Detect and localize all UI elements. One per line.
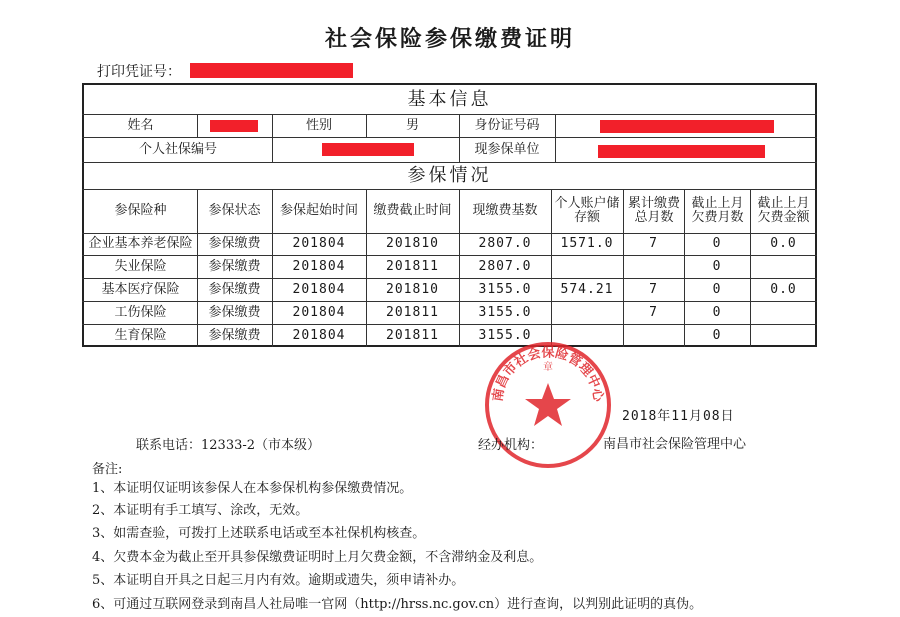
table-cell: 201810 bbox=[386, 236, 439, 251]
table-cell bbox=[551, 255, 623, 278]
table-cell: 0 bbox=[712, 236, 722, 251]
handler-label: 经办机构： bbox=[478, 438, 544, 453]
table-cell: 574.21 bbox=[560, 281, 614, 297]
col-header-account-balance: 个人账户储存额 bbox=[554, 196, 620, 225]
table-cell: 201811 bbox=[386, 327, 439, 343]
table-cell: 1571.0 bbox=[560, 236, 614, 251]
table-cell: 201810 bbox=[386, 281, 439, 297]
col-header-base: 现缴费基数 bbox=[472, 203, 538, 218]
table-cell: 失业保险 bbox=[114, 258, 167, 274]
social-security-no-redaction bbox=[322, 143, 414, 156]
social-security-no-label: 个人社保编号 bbox=[138, 141, 217, 157]
table-cell: 工伤保险 bbox=[114, 304, 167, 320]
table-cell: 2807.0 bbox=[478, 236, 532, 251]
table-cell: 生育保险 bbox=[114, 327, 167, 343]
gender-label: 性别 bbox=[305, 117, 332, 133]
table-cell: 0 bbox=[712, 327, 722, 343]
print-voucher-redaction bbox=[190, 63, 353, 78]
note-item: 5、本证明自开具之日起三月内有效。逾期或遗失，须申请补办。 bbox=[92, 573, 465, 588]
table-cell: 企业基本养老保险 bbox=[88, 236, 193, 251]
table-cell: 201804 bbox=[292, 236, 346, 251]
table-cell: 201811 bbox=[386, 258, 439, 274]
col-header-total-months: 累计缴费总月数 bbox=[627, 196, 680, 225]
table-cell bbox=[750, 324, 817, 347]
table-cell bbox=[623, 324, 684, 347]
contact-phone: 联系电话：12333-2（市本级） bbox=[136, 438, 321, 453]
note-item: 1、本证明仅证明该参保人在本参保机构参保缴费情况。 bbox=[92, 481, 413, 496]
gender-value: 男 bbox=[405, 117, 419, 133]
table-cell bbox=[750, 301, 817, 324]
table-cell: 参保缴费 bbox=[208, 281, 261, 297]
col-header-start: 参保起始时间 bbox=[279, 203, 358, 218]
table-cell: 2807.0 bbox=[478, 258, 532, 274]
table-cell: 7 bbox=[649, 304, 658, 320]
name-redaction bbox=[210, 120, 258, 132]
table-cell: 3155.0 bbox=[478, 304, 532, 320]
basic-info-heading: 基本信息 bbox=[407, 88, 492, 110]
table-cell: 3155.0 bbox=[478, 281, 532, 297]
col-header-arrears-months: 截止上月欠费月数 bbox=[691, 196, 744, 225]
note-item: 3、如需查验，可拨打上述联系电话或至本社保机构核查。 bbox=[92, 526, 426, 541]
table-cell: 201811 bbox=[386, 304, 439, 320]
notes-label: 备注: bbox=[92, 462, 123, 477]
table-cell: 参保缴费 bbox=[208, 236, 261, 251]
table-cell: 0 bbox=[712, 281, 722, 297]
col-header-status: 参保状态 bbox=[208, 203, 261, 218]
table-cell: 0 bbox=[712, 258, 722, 274]
issue-date: 2018年11月08日 bbox=[622, 409, 735, 424]
table-cell: 0.0 bbox=[770, 281, 797, 297]
table-cell: 参保缴费 bbox=[208, 304, 261, 320]
id-number-redaction bbox=[600, 120, 774, 133]
table-cell: 0 bbox=[712, 304, 722, 320]
note-item: 6、可通过互联网登录到南昌人社局唯一官网（http://hrss.nc.gov.cn）进行查询，以判别此证明的真伪。 bbox=[92, 597, 703, 612]
table-cell: 0.0 bbox=[770, 236, 797, 251]
table-cell: 201804 bbox=[292, 327, 346, 343]
table-cell bbox=[551, 301, 623, 324]
seal-center-text: 章 bbox=[543, 362, 553, 373]
insurance-heading: 参保情况 bbox=[407, 164, 492, 186]
note-item: 2、本证明有手工填写、涂改，无效。 bbox=[92, 503, 309, 518]
col-header-insurance-type: 参保险种 bbox=[114, 203, 167, 218]
table-cell: 3155.0 bbox=[478, 327, 532, 343]
col-header-end: 缴费截止时间 bbox=[373, 203, 452, 218]
table-cell: 参保缴费 bbox=[208, 327, 261, 343]
note-item: 4、欠费本金为截止至开具参保缴费证明时上月欠费金额，不含滞纳金及利息。 bbox=[92, 550, 543, 565]
agency-name: 南昌市社会保险管理中心 bbox=[603, 437, 747, 452]
id-number-label: 身份证号码 bbox=[474, 117, 540, 133]
table-cell: 7 bbox=[649, 236, 658, 251]
print-voucher-label: 打印凭证号： bbox=[97, 64, 181, 80]
document-title: 社会保险参保缴费证明 bbox=[324, 26, 575, 52]
seal-text: 南昌市社会保险管理中心 bbox=[490, 345, 606, 403]
table-cell: 基本医疗保险 bbox=[101, 281, 180, 297]
table-cell: 201804 bbox=[292, 304, 346, 320]
table-cell: 201804 bbox=[292, 281, 346, 297]
table-cell: 参保缴费 bbox=[208, 258, 261, 274]
col-header-arrears-amount: 截止上月欠费金额 bbox=[757, 196, 810, 225]
employer-redaction bbox=[598, 145, 765, 158]
name-label: 姓名 bbox=[127, 117, 154, 133]
table-cell: 7 bbox=[649, 281, 658, 297]
table-cell: 201804 bbox=[292, 258, 346, 274]
table-cell bbox=[623, 255, 684, 278]
employer-label: 现参保单位 bbox=[474, 141, 540, 157]
table-cell bbox=[750, 255, 817, 278]
